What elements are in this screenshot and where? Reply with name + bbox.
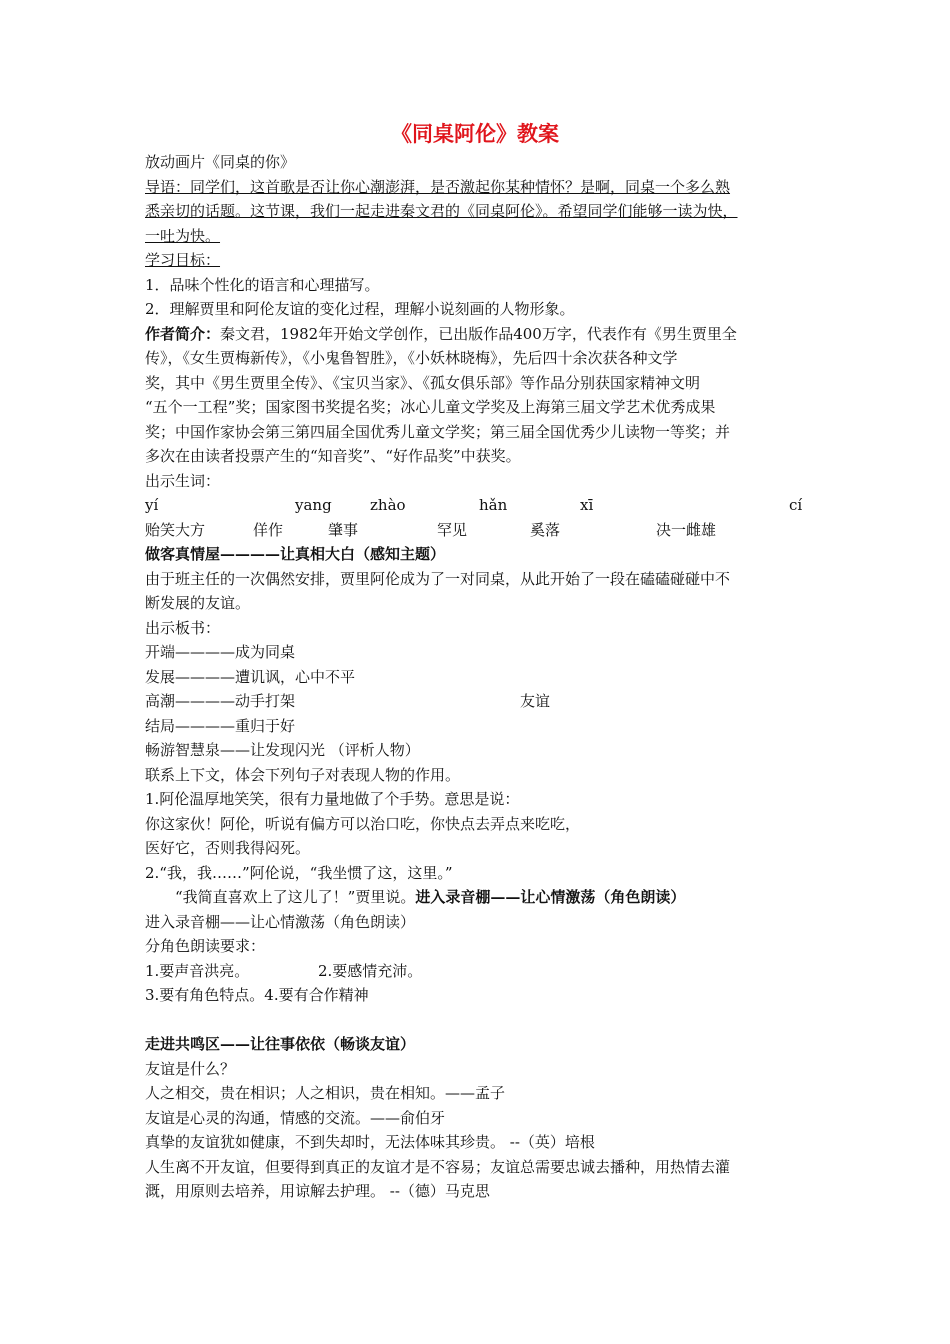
board-item-ending: 结局————重归于好 <box>145 716 296 735</box>
section4-question: 友谊是什么？ <box>145 1059 236 1078</box>
pinyin-2: yang <box>295 496 332 514</box>
sentence-2: 2.“我，我……”阿伦说，“我坐惯了这，这里。” <box>145 863 453 882</box>
section2-heading: 畅游智慧泉——让发现闪光 （评析人物） <box>145 741 420 759</box>
pinyin-5: xī <box>580 496 594 514</box>
quote-5: 溉，用原则去培养，用谅解去护理。 --（德）马克思 <box>145 1182 490 1200</box>
pinyin-6: cí <box>789 496 803 514</box>
document-body <box>145 150 810 1204</box>
vocab-heading: 出示生词： <box>145 471 221 490</box>
author-label: 作者简介： <box>145 324 221 343</box>
author-line-1 <box>145 322 810 347</box>
sentence-1b: 医好它，否则我得闷死。 <box>145 839 311 857</box>
quote-4: 人生离不开友谊，但要得到真正的友谊才是不容易；友谊总需要忠诚去播种，用热情去灌 <box>145 1157 731 1176</box>
word-6: 决一雌雄 <box>656 520 717 539</box>
section1-para-1: 由于班主任的一次偶然安排，贾里阿伦成为了一对同桌，从此开始了一段在磕磕碰碰中不 <box>145 569 731 588</box>
guide-line-2: 悉亲切的话题。这节课，我们一起走进秦文君的《同桌阿伦》。希望同学们能够一读为快， <box>145 202 738 220</box>
author-line-2: 传》，《女生贾梅新传》，《小鬼鲁智胜》，《小妖林晓梅》，先后四十余次获各种文学 <box>145 349 678 367</box>
board-item-start: 开端————成为同桌 <box>145 643 296 661</box>
goal-item-1: 1．品味个性化的语言和心理描写。 <box>145 275 380 294</box>
sentence-2a-line <box>145 885 810 910</box>
word-3: 肇事 <box>328 520 359 539</box>
reading-req-row-1 <box>145 959 810 984</box>
intro-line: 放动画片《同桌的你》 <box>145 153 296 171</box>
author-text-1: 秦文君，1982年开始文学创作，已出版作品400万字，代表作有《男生贾里全 <box>220 324 737 343</box>
board-item-climax: 高潮————动手打架 <box>145 692 296 710</box>
reading-req-3: 3.要有角色特点。4.要有合作精神 <box>145 986 369 1004</box>
section1-heading: 做客真情屋————让真相大白（感知主题） <box>145 545 446 563</box>
word-4: 罕见 <box>437 520 468 539</box>
section4-heading: 走进共鸣区——让往事依依（畅谈友谊） <box>145 1035 416 1053</box>
word-2: 佯作 <box>253 520 284 539</box>
guide-line-1: 导语：同学们，这首歌是否让你心潮澎湃，是否激起你某种情怀？是啊，同桌一个多么熟 <box>145 177 731 196</box>
board-heading: 出示板书： <box>145 618 221 637</box>
quote-1: 人之相交，贵在相识；人之相识，贵在相知。——孟子 <box>145 1084 506 1102</box>
quote-2: 友谊是心灵的沟通，情感的交流。——俞伯牙 <box>145 1108 446 1127</box>
section3-heading: 进入录音棚——让心情激荡（角色朗读） <box>145 912 416 931</box>
pinyin-1: yí <box>145 496 159 514</box>
reading-req-1: 1.要声音洪亮。 <box>145 961 250 980</box>
word-5: 奚落 <box>530 520 561 539</box>
goal-item-2: 2．理解贾里和阿伦友谊的变化过程，理解小说刻画的人物形象。 <box>145 300 575 318</box>
document-title: 《同桌阿伦》教案 <box>391 121 559 146</box>
section2-prompt: 联系上下文，体会下列句子对表现人物的作用。 <box>145 765 461 784</box>
goals-heading: 学习目标： <box>145 251 221 269</box>
author-line-3: 奖，其中《男生贾里全传》、《宝贝当家》、《孤女俱乐部》等作品分别获国家精神文明 <box>145 373 701 392</box>
sentence-1: 1.阿伦温厚地笑笑，很有力量地做了个手势。意思是说： <box>145 790 520 808</box>
pinyin-4: hǎn <box>479 496 508 514</box>
blank-line <box>145 1008 810 1033</box>
author-line-5: 奖；中国作家协会第三第四届全国优秀儿童文学奖；第三届全国优秀少儿读物一等奖；并 <box>145 422 731 441</box>
quote-3: 真挚的友谊犹如健康，不到失却时，无法体味其珍贵。 --（英）培根 <box>145 1133 595 1151</box>
sentence-2a: “我简直喜欢上了这儿了！”贾里说。 <box>175 888 416 906</box>
board-item-development: 发展————遭讥讽，心中不平 <box>145 667 356 686</box>
board-friendship-label: 友谊 <box>520 692 551 710</box>
author-line-4: “五个一工程”奖；国家图书奖提名奖；冰心儿童文学奖及上海第三届文学艺术优秀成果 <box>145 398 716 416</box>
reading-req-2: 2.要感情充沛。 <box>318 961 423 980</box>
pinyin-row <box>145 493 810 518</box>
vocab-row <box>145 518 810 543</box>
guide-line-3: 一吐为快。 <box>145 226 221 245</box>
word-1: 贻笑大方 <box>145 520 206 539</box>
board-item-climax-row <box>145 689 810 714</box>
pinyin-3: zhào <box>370 496 406 514</box>
section1-para-2: 断发展的友谊。 <box>145 594 251 612</box>
sentence-1a: 你这家伙！阿伦，听说有偏方可以治口吃，你快点去弄点来吃吃， <box>145 814 581 833</box>
author-line-6: 多次在由读者投票产生的“知音奖”、“好作品奖”中获奖。 <box>145 447 521 465</box>
sentence-2a-bold: 进入录音棚——让心情激荡（角色朗读） <box>415 888 686 906</box>
reading-req-heading: 分角色朗读要求： <box>145 937 266 955</box>
